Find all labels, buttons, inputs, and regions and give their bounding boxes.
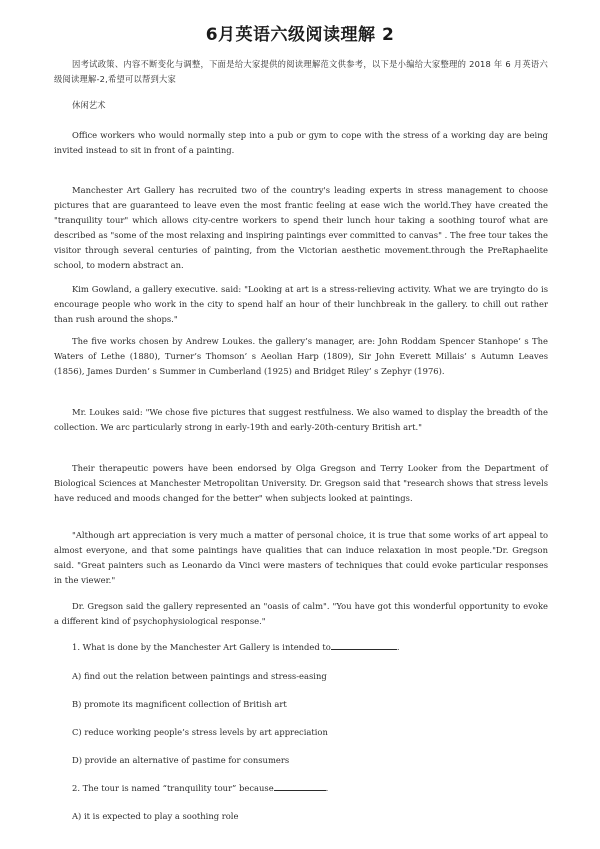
paragraph-2: Manchester Art Gallery has recruited two of the country's leading experts in stress management to choose pictures that are guaranteed to leave even the most frantic feeling at ease wich the world.They have created the "tranquility tour" which allows city-centre workers to spend their lunch hour taking a soothing tourof what are described as "some of the most relaxing and inspiring paintings ever committed to canvas" . The free tour takes the visitor through several centuries of painting, from the Victorian aesthetic movement.through the PreRaphaelite school, to modern abstract an. xyxy=(54,185,548,270)
paragraph-7: "Although art appreciation is very much a matter of personal choice, it is true that some works of art appeal to almost everyone, and that some paintings have qualities that can induce relaxation in most people."Dr. Gregson said. "Great painters such as Leonardo da Vinci were masters of techniques that could evoke particular responses in the viewer." xyxy=(54,530,548,585)
question-2-end: . xyxy=(325,783,329,793)
answer-blank-1 xyxy=(331,640,397,650)
question-1-end: . xyxy=(396,642,400,652)
option-1d: D) provide an alternative of pastime for consumers xyxy=(72,755,290,765)
question-1 xyxy=(54,640,548,655)
page-title: 6月英语六级阅读理解 2 xyxy=(205,25,395,45)
option-2a: A) it is expected to play a soothing role xyxy=(72,811,239,821)
paragraph-8: Dr. Gregson said the gallery represented an "oasis of calm". "You have got this wonderful opportunity to evoke a different kind of psychophysiological response." xyxy=(54,601,548,626)
paragraph-3: Kim Gowland, a gallery executive. said: "Looking at art is a stress-relieving activity. What we are tryingto do is encourage people who work in the city to spend half an hour of their lunchbreak in the gallery. to chill out rather than rush around the shops." xyxy=(54,284,548,324)
intro-paragraph: 因考试政策、内容不断变化与调整，下面是给大家提供的阅读理解范文供参考，以下是小编给大家整理的 2018 年 6 月英语六级阅读理解-2,希望可以帮到大家 xyxy=(54,59,548,84)
question-2 xyxy=(54,781,548,796)
option-1a: A) find out the relation between paintings and stress-easing xyxy=(72,671,327,681)
paragraph-5: Mr. Loukes said: "We chose five pictures that suggest restfulness. We also wamed to display the breadth of the collection. We arc particularly strong in early-19th and early-20th-century British art." xyxy=(54,407,548,432)
paragraph-1: Office workers who would normally step into a pub or gym to cope with the stress of a working day are being invited instead to sit in front of a painting. xyxy=(54,130,548,155)
question-1-text: 1. What is done by the Manchester Art Gallery is intended to xyxy=(72,642,331,652)
option-1c: C) reduce working people’s stress levels by art appreciation xyxy=(72,727,328,737)
answer-blank-2 xyxy=(274,781,326,791)
section-heading: 休闲艺术 xyxy=(72,100,106,110)
paragraph-6: Their therapeutic powers have been endorsed by Olga Gregson and Terry Looker from the Department of Biological Sciences at Manchester Metropolitan University. Dr. Gregson said that "research shows that stress levels have reduced and moods changed for the better" when subjects looked at paintings. xyxy=(54,463,548,503)
paragraph-4: The five works chosen by Andrew Loukes. the gallery’s manager, are: John Roddam Spencer Stanhope’ s The Waters of Lethe (1880), Turner’s Thomson’ s Aeolian Harp (1809), Sir John Everett Millais’ s Autumn Leaves (1856), James Durden’ s Summer in Cumberland (1925) and Bridget Riley’ s Zephyr (1976). xyxy=(54,336,548,376)
option-1b: B) promote its magnificent collection of British art xyxy=(72,699,287,709)
question-2-text: 2. The tour is named “tranquility tour” because xyxy=(72,783,274,793)
